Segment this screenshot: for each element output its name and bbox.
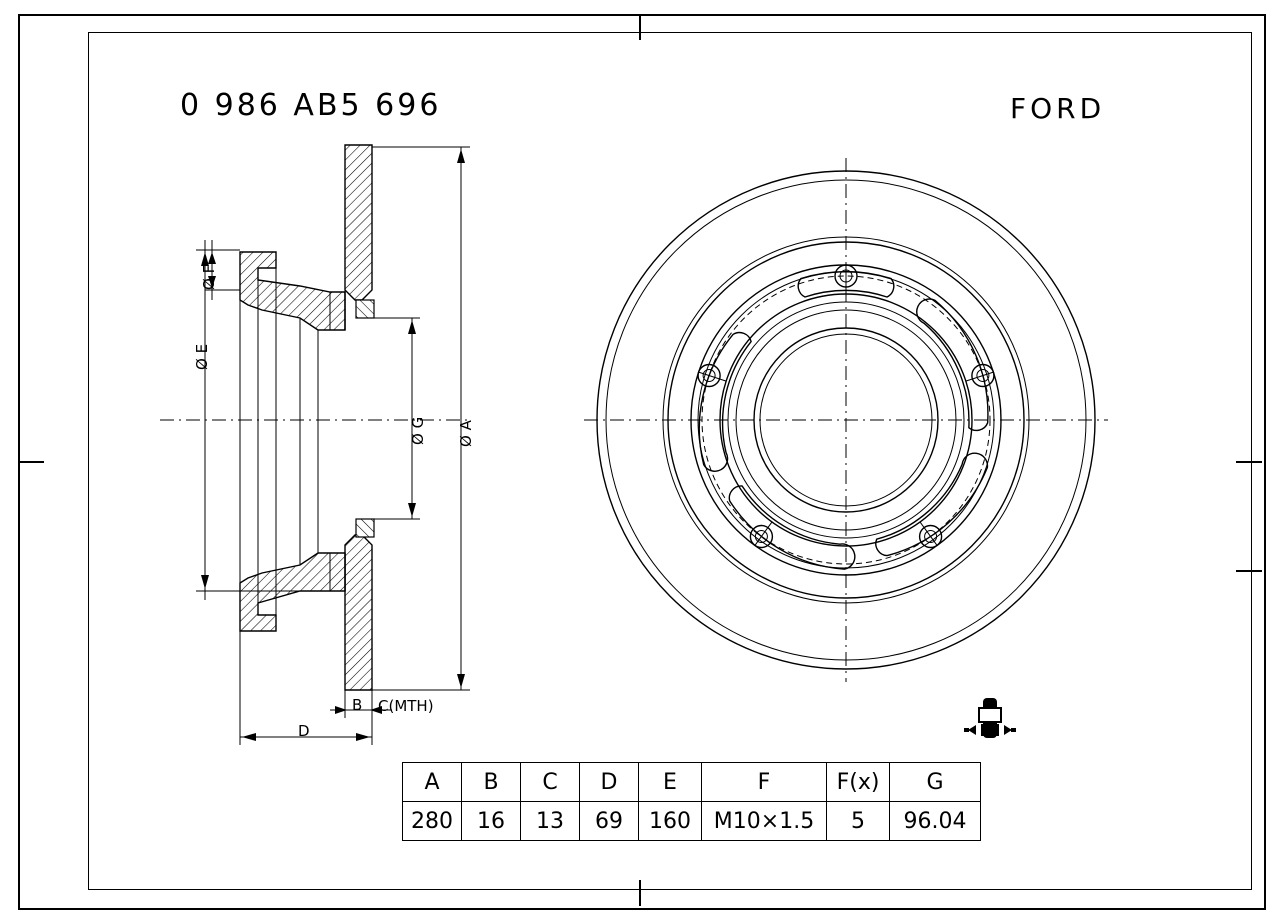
- table-value-row: [403, 802, 981, 841]
- label-c-mth: C(MTH): [378, 697, 434, 715]
- header-d: D: [580, 763, 639, 802]
- value-e: 160: [639, 802, 702, 841]
- brand-name: FORD: [1010, 92, 1106, 125]
- value-f: M10×1.5: [702, 802, 827, 841]
- label-d: D: [298, 722, 310, 740]
- header-fx: F(x): [827, 763, 890, 802]
- header-a: A: [403, 763, 462, 802]
- value-b: 16: [462, 802, 521, 841]
- header-f: F: [702, 763, 827, 802]
- header-e: E: [639, 763, 702, 802]
- specification-table: [402, 762, 981, 841]
- value-d: 69: [580, 802, 639, 841]
- table-header-row: [403, 763, 981, 802]
- label-dia-e: Ø E: [193, 343, 211, 370]
- value-fx: 5: [827, 802, 890, 841]
- value-c: 13: [521, 802, 580, 841]
- label-b: B: [352, 696, 363, 714]
- label-dia-g: Ø G: [409, 416, 427, 445]
- part-number: 0 986 AB5 696: [180, 88, 442, 123]
- label-dia-f: Ø F: [200, 264, 218, 290]
- header-g: G: [890, 763, 981, 802]
- label-dia-a: Ø A: [457, 420, 475, 447]
- header-c: C: [521, 763, 580, 802]
- car-rear-axle-icon: [962, 694, 1018, 750]
- header-b: B: [462, 763, 521, 802]
- value-a: 280: [403, 802, 462, 841]
- value-g: 96.04: [890, 802, 981, 841]
